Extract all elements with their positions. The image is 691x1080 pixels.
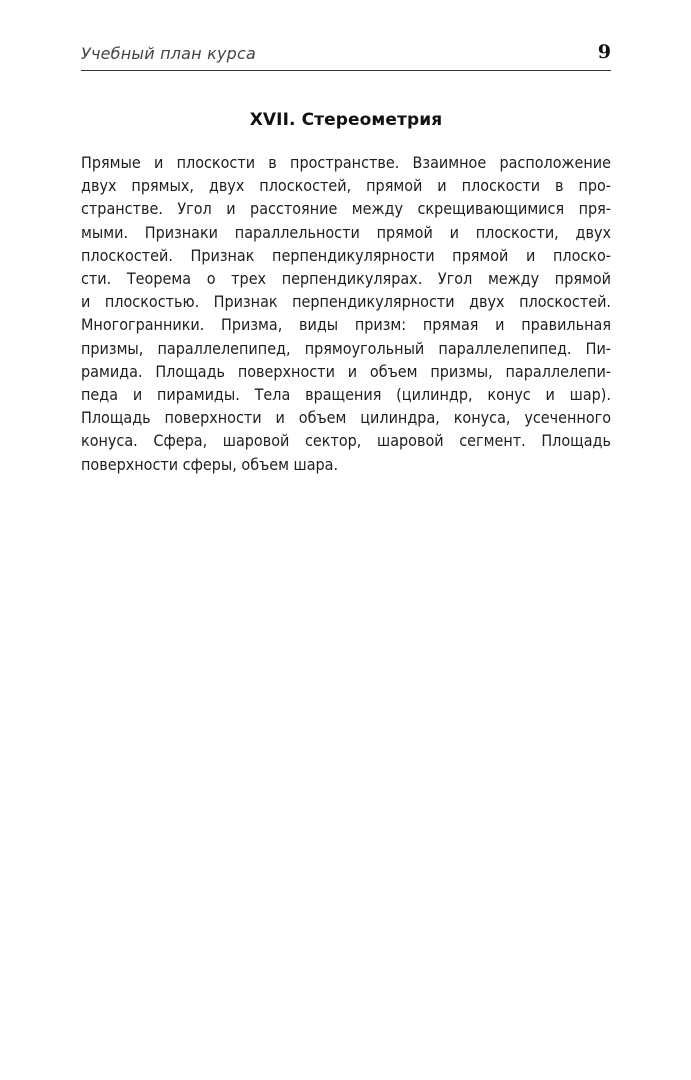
body-line: сти. Теорема о трех перпендикулярах. Угол между прямой (81, 269, 611, 289)
body-line: плоскостей. Признак перпендикулярности прямой и плоско- (81, 245, 611, 265)
header-rule (81, 70, 611, 71)
body-line: двух прямых, двух плоскостей, прямой и плоскости в про- (81, 176, 611, 196)
body-line: Прямые и плоскости в пространстве. Взаимное расположение (81, 153, 611, 172)
body-line: конуса. Сфера, шаровой сектор, шаровой сегмент. Площадь (81, 431, 611, 451)
body-line: рамида. Площадь поверхности и объем призмы, параллелепи- (81, 361, 611, 381)
body-line: мыми. Признаки параллельности прямой и плоскости, двух (81, 222, 611, 242)
section-heading: XVII. Стереометрия (249, 110, 443, 130)
page-number: 9 (597, 41, 611, 63)
body-line: и плоскостью. Признак перпендикулярности двух плоскостей. (81, 292, 611, 312)
body-line: поверхности сферы, объем шара. (81, 454, 339, 474)
running-title: Учебный план курса (81, 44, 257, 63)
running-head (81, 41, 611, 68)
section-body (81, 151, 611, 476)
body-line: призмы, параллелепипед, прямоугольный параллелепипед. Пи- (81, 338, 611, 358)
body-line: Многогранники. Призма, виды призм: прямая и правильная (81, 315, 611, 335)
body-line: Площадь поверхности и объем цилиндра, конуса, усеченного (81, 408, 611, 428)
body-line: педа и пирамиды. Тела вращения (цилиндр, конус и шар). (81, 385, 611, 405)
body-line: странстве. Угол и расстояние между скрещивающимися пря- (81, 199, 611, 219)
